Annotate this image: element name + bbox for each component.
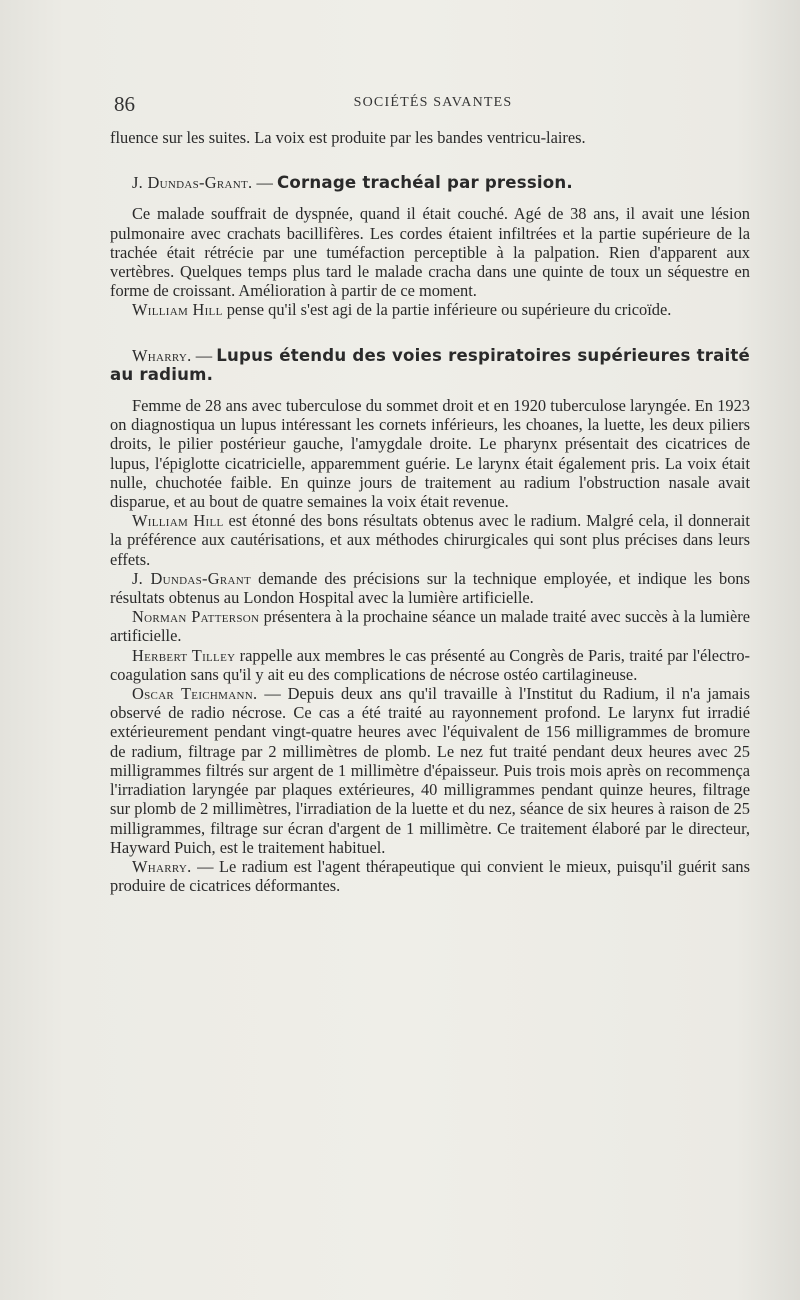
section-heading [110,346,750,384]
section-author: Wharry. [132,345,192,365]
discussion-paragraph [110,607,750,645]
spacer [110,192,750,204]
section-body: Femme de 28 ans avec tuberculose du sommet droit et en 1920 tuberculose laryngée. En 1923 on diagnostiqua un lupus intéressant les cornets inférieurs, les choanes, la luette, les deux piliers droits, le pilier postérieur gauche, l'amygdale droite. Le pharynx présentait des cicatrices de lupus, l'épiglotte cicatricielle, apparemment guérie. Le larynx était également pris. La voix était nulle, chuchotée faible. En quinze jours de traitement au radium l'obstruction nasale avait disparue, et au bout de quatre semaines la voix était revenue. [110,396,750,512]
discussion-paragraph [110,511,750,569]
speaker-name: Wharry. [132,856,192,876]
discussion-paragraph [110,569,750,607]
running-title: SOCIÉTÉS SAVANTES [353,95,513,110]
page-number: 86 [114,92,135,116]
heading-dash: — [252,173,278,193]
discussion-text: présentera à la prochaine séance un malade traité avec succès à la lumière artificielle. [110,607,750,646]
spacer [110,384,750,396]
page-header [114,92,752,118]
speaker-name: Oscar Teichmann. [132,684,258,704]
speaker-name: Norman Patterson [132,607,260,627]
speaker-name: William Hill [132,300,223,320]
speaker-name: J. Dundas-Grant [132,568,252,588]
speaker-name: William Hill [132,511,224,531]
discussion-paragraph [110,684,750,857]
discussion-text: demande des précisions sur la technique employée, et indique les bons résultats obtenus au London Hospital avec la lumière artificielle. [110,568,750,608]
heading-dash: — [191,345,217,365]
discussion-paragraph [110,300,750,319]
section-body: Ce malade souffrait de dyspnée, quand il était couché. Agé de 38 ans, il avait une lésion pulmonaire avec crachats bacillifères. Les cordes étaient infiltrées et la partie supérieure de la trachée était rétrécie par une tuméfaction perceptible à la palpation. Rien d'apparent aux vertèbres. Quelques temps plus tard le malade cracha dans une quinte de toux un séquestre en forme de croissant. Amélioration à partir de ce moment. [110,204,750,301]
discussion-paragraph [110,646,750,684]
spacer [110,147,750,173]
opening-paragraph: fluence sur les suites. La voix est produite par les bandes ventricu-laires. [110,128,586,147]
section-heading [110,173,750,192]
speaker-name: Herbert Tilley [132,645,236,665]
discussion-paragraph [110,857,750,895]
page-body [110,128,750,895]
discussion-text: pense qu'il s'est agi de la partie inférieure ou supérieure du cricoïde. [222,300,672,320]
section-author: J. Dundas-Grant. [132,173,253,193]
section-title: Lupus étendu des voies respiratoires supérieures traité au radium. [110,345,751,384]
spacer [110,320,750,346]
section-title: Cornage trachéal par pression. [277,173,573,193]
discussion-text: — Depuis deux ans qu'il travaille à l'Institut du Radium, il n'a jamais observé de radio nécrose. Ce cas a été traité au rayonnement profond. Le larynx fut irradié extérieurement pendant vingt-quatre heures avec l'équivalent de 156 milligrammes de bromure de radium, filtrage par 2 millimètres de plomb. Le nez fut traité pendant deux heures avec 25 milligrammes filtrés sur argent de 1 millimètre d'épaisseur. Puis trois mois après on recommença l'irradiation laryngée par plaques extérieures, 40 milligrammes pendant quinze heures, filtrage sur plomb de 2 millimètres, l'irradiation de la luette et du nez, séance de six heures à raison de 25 milligrammes, filtrage sur écran d'argent de 1 millimètre. Ce traitement élaboré par le directeur, Hayward Puich, est le traitement habituel. [110,684,750,857]
discussion-text: rappelle aux membres le cas présenté au Congrès de Paris, traité par l'électro-coagulation sans qu'il y ait eu des complications de nécrose ostéo cartilagineuse. [110,645,751,684]
discussion-text: est étonné des bons résultats obtenus avec le radium. Malgré cela, il donnerait la préférence aux cautérisations, et aux méthodes chirurgicales qui sont plus précises dans leurs effets. [110,511,750,569]
discussion-text: — Le radium est l'agent thérapeutique qui convient le mieux, puisqu'il guérit sans produire de cicatrices déformantes. [110,856,750,896]
